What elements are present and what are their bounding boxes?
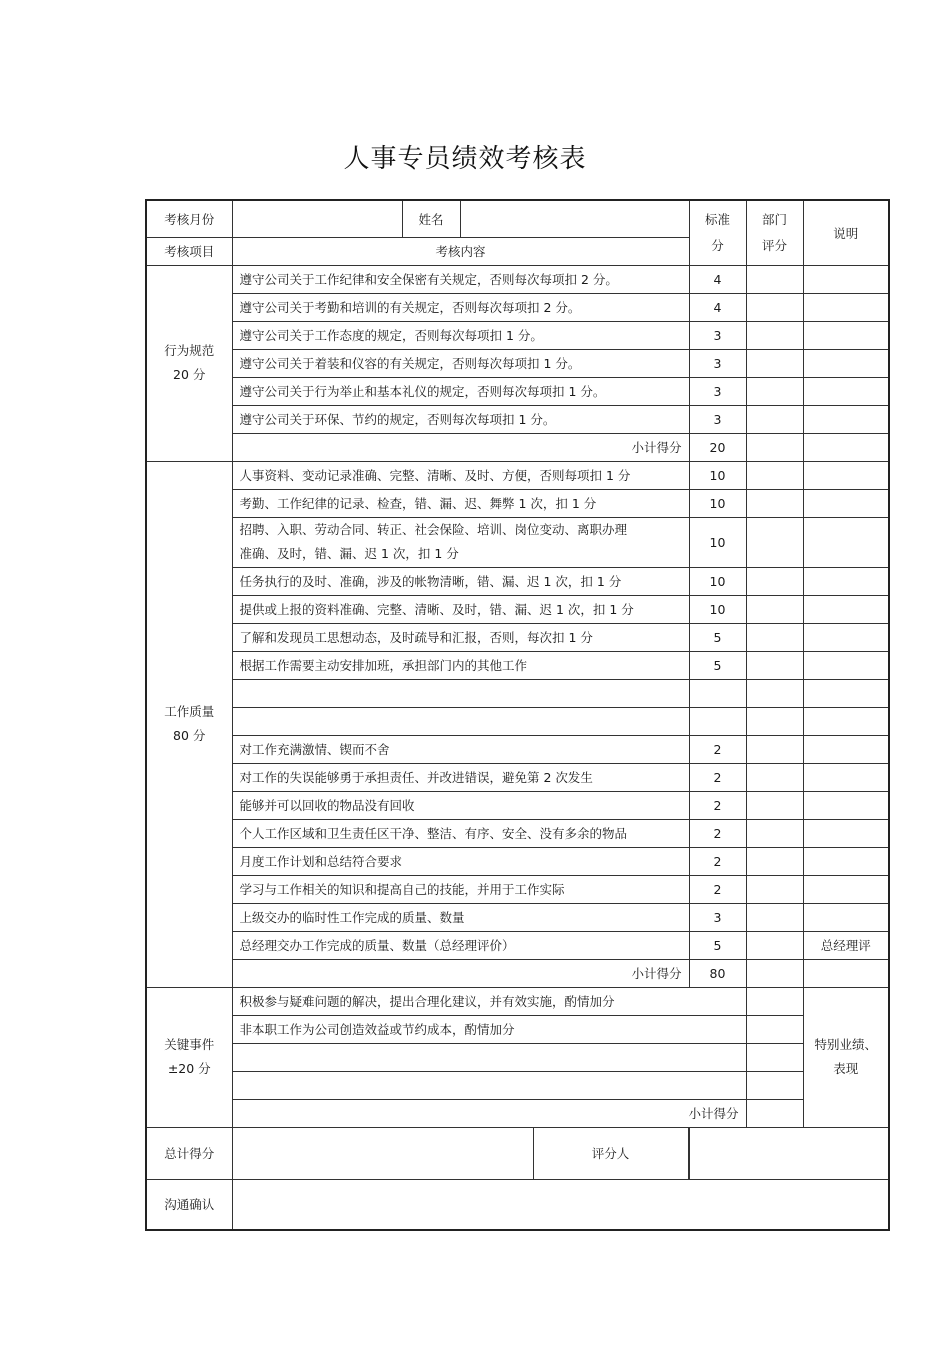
note-cell[interactable] bbox=[803, 405, 889, 433]
standard-score: 2 bbox=[689, 819, 746, 847]
dept-score-cell[interactable] bbox=[746, 1071, 803, 1099]
table-row bbox=[146, 265, 889, 293]
dept-score-cell[interactable] bbox=[746, 623, 803, 651]
month-label: 考核月份 bbox=[146, 200, 232, 237]
standard-score: 10 bbox=[689, 461, 746, 489]
dept-score-cell[interactable] bbox=[746, 321, 803, 349]
page-title: 人事专员绩效考核表 bbox=[343, 144, 587, 174]
item-text: 遵守公司关于工作纪律和安全保密有关规定，否则每次每项扣 2 分。 bbox=[232, 265, 689, 293]
note-cell[interactable] bbox=[803, 349, 889, 377]
standard-score: 10 bbox=[689, 595, 746, 623]
table-row bbox=[146, 405, 889, 433]
item-text: 能够并可以回收的物品没有回收 bbox=[232, 791, 689, 819]
table-row bbox=[146, 903, 889, 931]
total-row bbox=[146, 1127, 889, 1179]
item-text: 任务执行的及时、准确，涉及的帐物清晰，错、漏、迟 1 次，扣 1 分 bbox=[232, 567, 689, 595]
item-text: 学习与工作相关的知识和提高自己的技能，并用于工作实际 bbox=[232, 875, 689, 903]
note-cell[interactable] bbox=[803, 679, 889, 707]
note-cell[interactable] bbox=[803, 567, 889, 595]
table-row bbox=[146, 791, 889, 819]
item-text: 考勤、工作纪律的记录、检查，错、漏、迟、舞弊 1 次，扣 1 分 bbox=[232, 489, 689, 517]
standard-score: 5 bbox=[689, 651, 746, 679]
subtotal-row bbox=[146, 959, 889, 987]
note-cell[interactable] bbox=[803, 763, 889, 791]
note-cell[interactable] bbox=[803, 265, 889, 293]
table-row bbox=[146, 735, 889, 763]
note-cell[interactable] bbox=[803, 377, 889, 405]
dept-score-cell[interactable] bbox=[746, 903, 803, 931]
dept-score-cell[interactable] bbox=[746, 405, 803, 433]
dept-score-cell[interactable] bbox=[746, 987, 803, 1015]
note-cell[interactable] bbox=[803, 847, 889, 875]
item-text: 遵守公司关于行为举止和基本礼仪的规定，否则每次每项扣 1 分。 bbox=[232, 377, 689, 405]
dept-score-cell[interactable] bbox=[746, 847, 803, 875]
item-text[interactable] bbox=[232, 1043, 746, 1071]
dept-score-cell[interactable] bbox=[746, 651, 803, 679]
dept-score-cell[interactable] bbox=[746, 959, 803, 987]
item-text: 了解和发现员工思想动态，及时疏导和汇报，否则，每次扣 1 分 bbox=[232, 623, 689, 651]
table-row bbox=[146, 377, 889, 405]
name-field[interactable] bbox=[460, 200, 689, 237]
section-key-events: 关键事件 ±20 分 bbox=[146, 987, 232, 1127]
item-text: 遵守公司关于着装和仪容的有关规定，否则每次每项扣 1 分。 bbox=[232, 349, 689, 377]
item-text: 提供或上报的资料准确、完整、清晰、及时，错、漏、迟 1 次，扣 1 分 bbox=[232, 595, 689, 623]
standard-score: 2 bbox=[689, 847, 746, 875]
content-label: 考核内容 bbox=[232, 237, 689, 265]
table-row bbox=[146, 763, 889, 791]
dept-score-cell[interactable] bbox=[746, 1099, 803, 1127]
standard-score: 3 bbox=[689, 349, 746, 377]
standard-score: 2 bbox=[689, 875, 746, 903]
item-text: 非本职工作为公司创造效益或节约成本，酌情加分 bbox=[232, 1015, 746, 1043]
table-row bbox=[146, 707, 889, 735]
table-row bbox=[146, 293, 889, 321]
item-text: 个人工作区域和卫生责任区干净、整洁、有序、安全、没有多余的物品 bbox=[232, 819, 689, 847]
subtotal-label: 小计得分 bbox=[232, 959, 689, 987]
item-text: 上级交办的临时性工作完成的质量、数量 bbox=[232, 903, 689, 931]
note-cell[interactable] bbox=[803, 707, 889, 735]
table-row bbox=[146, 517, 889, 567]
note-cell: 总经理评 bbox=[803, 931, 889, 959]
item-text: 月度工作计划和总结符合要求 bbox=[232, 847, 689, 875]
item-text[interactable] bbox=[232, 707, 689, 735]
dept-score-cell[interactable] bbox=[746, 595, 803, 623]
note-cell[interactable] bbox=[803, 293, 889, 321]
note-cell[interactable] bbox=[803, 433, 889, 461]
dept-score-cell[interactable] bbox=[746, 1043, 803, 1071]
dept-score-cell[interactable] bbox=[746, 931, 803, 959]
table-row bbox=[146, 461, 889, 489]
dept-score-cell[interactable] bbox=[746, 707, 803, 735]
item-text: 对工作的失误能够勇于承担责任、并改进错误，避免第 2 次发生 bbox=[232, 763, 689, 791]
table-row bbox=[146, 623, 889, 651]
confirm-label: 沟通确认 bbox=[146, 1179, 232, 1230]
standard-score: 3 bbox=[689, 405, 746, 433]
total-field[interactable] bbox=[232, 1127, 689, 1179]
standard-score: 4 bbox=[689, 265, 746, 293]
dept-score-cell[interactable] bbox=[746, 763, 803, 791]
note-cell[interactable] bbox=[803, 735, 889, 763]
dept-score-cell[interactable] bbox=[746, 819, 803, 847]
standard-score: 2 bbox=[689, 763, 746, 791]
confirm-field[interactable] bbox=[232, 1179, 889, 1230]
table-row bbox=[146, 567, 889, 595]
standard-score-header: 标准 分 bbox=[689, 200, 746, 265]
subtotal-score: 20 bbox=[689, 433, 746, 461]
table-row bbox=[146, 321, 889, 349]
note-cell[interactable] bbox=[803, 623, 889, 651]
key-events-note: 特别业绩、 表现 bbox=[803, 987, 889, 1127]
dept-score-cell[interactable] bbox=[746, 293, 803, 321]
note-cell[interactable] bbox=[803, 461, 889, 489]
table-row bbox=[146, 1015, 889, 1043]
item-text[interactable] bbox=[232, 679, 689, 707]
standard-score[interactable] bbox=[689, 679, 746, 707]
dept-score-cell[interactable] bbox=[746, 265, 803, 293]
standard-score: 5 bbox=[689, 931, 746, 959]
standard-score[interactable] bbox=[689, 707, 746, 735]
rater-field[interactable] bbox=[689, 1127, 889, 1179]
table-row bbox=[146, 931, 889, 959]
standard-score: 3 bbox=[689, 321, 746, 349]
dept-score-cell[interactable] bbox=[746, 517, 803, 567]
item-text: 根据工作需要主动安排加班，承担部门内的其他工作 bbox=[232, 651, 689, 679]
total-label: 总计得分 bbox=[146, 1127, 232, 1179]
appraisal-table bbox=[145, 199, 890, 1231]
standard-score: 2 bbox=[689, 735, 746, 763]
note-cell[interactable] bbox=[803, 651, 889, 679]
project-label: 考核项目 bbox=[146, 237, 232, 265]
note-cell[interactable] bbox=[803, 791, 889, 819]
dept-score-cell[interactable] bbox=[746, 875, 803, 903]
subtotal-row bbox=[146, 433, 889, 461]
note-cell[interactable] bbox=[803, 321, 889, 349]
item-text: 对工作充满激情、锲而不舍 bbox=[232, 735, 689, 763]
table-row bbox=[146, 489, 889, 517]
note-cell[interactable] bbox=[803, 489, 889, 517]
note-cell[interactable] bbox=[803, 595, 889, 623]
table-row bbox=[146, 1043, 889, 1071]
standard-score: 3 bbox=[689, 377, 746, 405]
dept-score-cell[interactable] bbox=[746, 567, 803, 595]
rater-label: 评分人 bbox=[533, 1128, 688, 1179]
table-row bbox=[146, 1071, 889, 1099]
item-text: 总经理交办工作完成的质量、数量（总经理评价） bbox=[232, 931, 689, 959]
table-row bbox=[146, 595, 889, 623]
note-cell[interactable] bbox=[803, 903, 889, 931]
dept-score-cell[interactable] bbox=[746, 735, 803, 763]
section-quality: 工作质量 80 分 bbox=[146, 461, 232, 987]
note-cell[interactable] bbox=[803, 875, 889, 903]
month-field[interactable] bbox=[232, 200, 402, 237]
table-row bbox=[146, 875, 889, 903]
dept-score-cell[interactable] bbox=[746, 461, 803, 489]
subtotal-label: 小计得分 bbox=[232, 433, 689, 461]
dept-score-cell[interactable] bbox=[746, 791, 803, 819]
item-text: 积极参与疑难问题的解决，提出合理化建议，并有效实施，酌情加分 bbox=[232, 987, 746, 1015]
dept-score-cell[interactable] bbox=[746, 433, 803, 461]
dept-score-cell[interactable] bbox=[746, 679, 803, 707]
note-header: 说明 bbox=[803, 200, 889, 265]
table-row bbox=[146, 349, 889, 377]
standard-score: 5 bbox=[689, 623, 746, 651]
note-cell[interactable] bbox=[803, 959, 889, 987]
header-row-1 bbox=[146, 200, 889, 237]
dept-score-cell[interactable] bbox=[746, 377, 803, 405]
standard-score: 10 bbox=[689, 517, 746, 567]
note-cell[interactable] bbox=[803, 517, 889, 567]
standard-score: 10 bbox=[689, 567, 746, 595]
standard-score: 3 bbox=[689, 903, 746, 931]
item-text[interactable] bbox=[232, 1071, 746, 1099]
standard-score: 10 bbox=[689, 489, 746, 517]
item-text: 遵守公司关于环保、节约的规定，否则每次每项扣 1 分。 bbox=[232, 405, 689, 433]
standard-score: 2 bbox=[689, 791, 746, 819]
subtotal-score: 80 bbox=[689, 959, 746, 987]
table-row bbox=[146, 651, 889, 679]
table-row bbox=[146, 679, 889, 707]
name-label: 姓名 bbox=[402, 200, 460, 237]
item-text: 人事资料、变动记录准确、完整、清晰、及时、方便，否则每项扣 1 分 bbox=[232, 461, 689, 489]
subtotal-row bbox=[146, 1099, 889, 1127]
table-row bbox=[146, 847, 889, 875]
table-row bbox=[146, 987, 889, 1015]
subtotal-label: 小计得分 bbox=[232, 1099, 746, 1127]
standard-score: 4 bbox=[689, 293, 746, 321]
section-behavior: 行为规范 20 分 bbox=[146, 265, 232, 461]
item-text: 遵守公司关于工作态度的规定，否则每次每项扣 1 分。 bbox=[232, 321, 689, 349]
dept-score-cell[interactable] bbox=[746, 489, 803, 517]
dept-score-header: 部门 评分 bbox=[746, 200, 803, 265]
item-text: 遵守公司关于考勤和培训的有关规定，否则每次每项扣 2 分。 bbox=[232, 293, 689, 321]
dept-score-cell[interactable] bbox=[746, 349, 803, 377]
confirm-row bbox=[146, 1179, 889, 1230]
total-score-field[interactable] bbox=[233, 1128, 534, 1179]
dept-score-cell[interactable] bbox=[746, 1015, 803, 1043]
total-split bbox=[233, 1128, 689, 1179]
item-text: 招聘、入职、劳动合同、转正、社会保险、培训、岗位变动、离职办理 准确、及时，错、漏、迟 1 次，扣 1 分 bbox=[232, 517, 689, 567]
note-cell[interactable] bbox=[803, 819, 889, 847]
table-row bbox=[146, 819, 889, 847]
